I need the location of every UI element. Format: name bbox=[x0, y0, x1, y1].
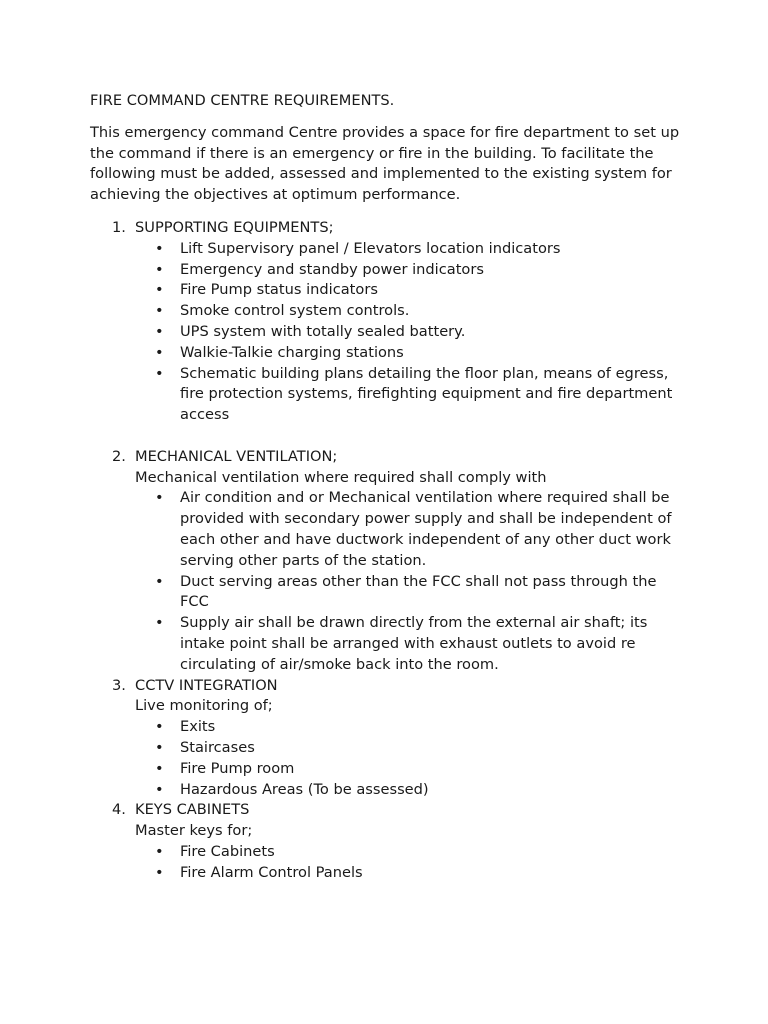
intro-paragraph: This emergency command Centre provides a space for fire department to set up the command if there is an emergency or fire in the building. To facilitate the following must be added, assessed and implemented to the existing system for achieving the objectives at optimum performance. bbox=[90, 123, 680, 204]
section-number: 1. bbox=[112, 218, 126, 236]
list-item: • UPS system with totally sealed battery. bbox=[180, 322, 680, 343]
bullet-list bbox=[135, 717, 680, 800]
bullet-list bbox=[135, 239, 680, 426]
bullet-icon: • bbox=[155, 364, 164, 382]
section-subtext: Live monitoring of; bbox=[135, 697, 273, 715]
bullet-icon: • bbox=[155, 302, 164, 320]
bullet-icon: • bbox=[155, 842, 164, 860]
list-item: • Smoke control system controls. bbox=[180, 301, 680, 322]
list-item: • Fire Alarm Control Panels bbox=[180, 863, 680, 884]
bullet-list bbox=[135, 488, 680, 675]
bullet-icon: • bbox=[155, 322, 164, 340]
section-subtext: Mechanical ventilation where required shall comply with bbox=[135, 468, 547, 486]
section-heading: KEYS CABINETS bbox=[135, 801, 250, 819]
bullet-icon: • bbox=[155, 343, 164, 361]
list-item: • Hazardous Areas (To be assessed) bbox=[180, 780, 680, 801]
bullet-icon: • bbox=[155, 239, 164, 257]
list-item: • Duct serving areas other than the FCC shall not pass through the FCC bbox=[155, 572, 657, 611]
bullet-icon: • bbox=[155, 260, 164, 278]
section-heading: MECHANICAL VENTILATION; bbox=[135, 447, 338, 465]
section-number: 2. bbox=[112, 447, 126, 465]
list-item: • Lift Supervisory panel / Elevators location indicators bbox=[180, 239, 680, 260]
bullet-icon: • bbox=[155, 759, 164, 777]
list-item: • Staircases bbox=[180, 738, 680, 759]
section-mechanical-ventilation bbox=[90, 447, 690, 676]
section-number: 3. bbox=[112, 676, 126, 694]
section-heading: SUPPORTING EQUIPMENTS; bbox=[135, 218, 334, 236]
bullet-icon: • bbox=[155, 614, 164, 632]
section-number: 4. bbox=[112, 801, 126, 819]
bullet-icon: • bbox=[155, 863, 164, 881]
section-supporting-equipments bbox=[90, 218, 690, 426]
list-item: • Schematic building plans detailing the floor plan, means of egress, fire protection systems, firefighting equipment and fire department access bbox=[155, 364, 673, 424]
section-keys-cabinets bbox=[90, 800, 690, 883]
section-heading: CCTV INTEGRATION bbox=[135, 676, 278, 694]
section-cctv-integration bbox=[90, 676, 690, 801]
bullet-icon: • bbox=[155, 780, 164, 798]
list-item: • Fire Cabinets bbox=[180, 842, 680, 863]
list-item: • Fire Pump room bbox=[180, 759, 680, 780]
bullet-icon: • bbox=[155, 738, 164, 756]
list-item: • Emergency and standby power indicators bbox=[180, 260, 680, 281]
list-item: • Fire Pump status indicators bbox=[180, 280, 680, 301]
document-title: FIRE COMMAND CENTRE REQUIREMENTS. bbox=[90, 92, 395, 109]
document-page bbox=[90, 91, 690, 883]
list-item: • Air condition and or Mechanical ventilation where required shall be provided with secondary power supply and shall be independent of each other and have ductwork independent of any other duct work serving other parts of the station. bbox=[155, 489, 672, 569]
bullet-icon: • bbox=[155, 489, 164, 507]
bullet-icon: • bbox=[155, 718, 164, 736]
spacer bbox=[90, 426, 690, 447]
section-subtext: Master keys for; bbox=[135, 822, 253, 840]
bullet-icon: • bbox=[155, 572, 164, 590]
list-item: • Walkie-Talkie charging stations bbox=[180, 343, 680, 364]
bullet-list bbox=[135, 842, 680, 884]
bullet-icon: • bbox=[155, 281, 164, 299]
list-item: • Exits bbox=[180, 717, 680, 738]
list-item: • Supply air shall be drawn directly from the external air shaft; its intake point shall be arranged with exhaust outlets to avoid re circulating of air/smoke back into the room. bbox=[155, 614, 648, 673]
